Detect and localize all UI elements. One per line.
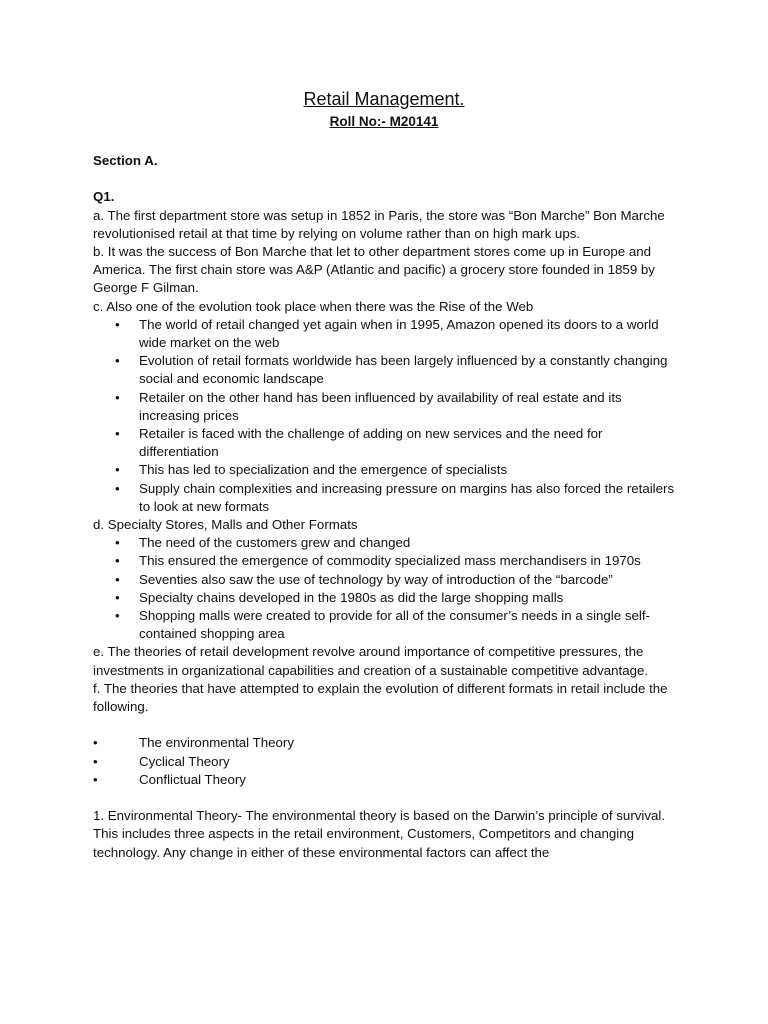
spacer (93, 716, 678, 734)
bullet-icon: • (115, 316, 120, 332)
bullet-icon: • (115, 462, 120, 478)
spacer (93, 789, 678, 807)
paragraph-c: c. Also one of the evolution took place when there was the Rise of the Web (93, 298, 534, 314)
list-item-text: Conflictual Theory (139, 771, 246, 787)
list-item (93, 589, 678, 607)
list-item (93, 461, 678, 479)
paragraph-f: f. The theories that have attempted to explain the evolution of different formats in retail include the following. (93, 680, 668, 715)
bullet-icon: • (115, 480, 120, 496)
bullet-icon: • (93, 771, 98, 787)
bullet-icon: • (115, 571, 120, 587)
document-body (93, 152, 678, 862)
bullet-icon: • (115, 553, 120, 569)
list-item-text: Shopping malls were created to provide for all of the consumer’s needs in a single self-contained shopping area (139, 608, 650, 642)
list-item-text: The need of the customers grew and changed (139, 535, 411, 551)
list-item-text: Supply chain complexities and increasing pressure on margins has also forced the retailers to look at new formats (139, 480, 675, 514)
bullet-icon: • (115, 535, 120, 551)
list-item (93, 771, 678, 789)
list-item (93, 734, 678, 752)
list-item-text: This ensured the emergence of commodity specialized mass merchandisers in 1970s (139, 553, 641, 569)
bullet-icon: • (115, 608, 120, 624)
list-item-text: The world of retail changed yet again when in 1995, Amazon opened its doors to a world wide market on the web (139, 316, 659, 351)
list-item-text: This has led to specialization and the emergence of specialists (139, 462, 508, 478)
paragraph-d: d. Specialty Stores, Malls and Other Formats (93, 517, 358, 533)
list-item (93, 389, 678, 425)
paragraph-1: 1. Environmental Theory- The environmental theory is based on the Darwin’s principle of survival. This includes three aspects in the retail environment, Customers, Competitors and changing technology. Any change in either of these environmental factors can affect the (93, 808, 666, 860)
bullet-list-d (93, 534, 678, 643)
bullet-icon: • (115, 353, 120, 369)
theory-list (93, 734, 678, 789)
bullet-icon: • (115, 589, 120, 605)
list-item-text: Specialty chains developed in the 1980s as did the large shopping malls (139, 589, 564, 605)
list-item-text: Retailer is faced with the challenge of adding on new services and the need for differentiation (139, 426, 603, 460)
roll-number: Roll No:- M20141 (329, 114, 439, 129)
list-item (93, 571, 678, 589)
bullet-icon: • (115, 426, 120, 442)
bullet-icon: • (93, 735, 98, 751)
list-item-text: Evolution of retail formats worldwide has been largely influenced by a constantly changing social and economic landscape (139, 353, 668, 387)
list-item (93, 534, 678, 552)
question-heading: Q1. (93, 189, 115, 205)
paragraph-b: b. It was the success of Bon Marche that let to other department stores come up in Europe and America. The first chain store was A&P (Atlantic and pacific) a grocery store founded in 1859 by George F Gilman. (93, 244, 655, 296)
spacer (93, 170, 678, 188)
list-item (93, 753, 678, 771)
paragraph-e: e. The theories of retail development revolve around importance of competitive pressures, the investments in organizational capabilities and creation of a sustainable competitive advantage. (93, 644, 649, 678)
section-heading: Section A. (93, 153, 158, 168)
list-item (93, 316, 678, 352)
list-item-text: Seventies also saw the use of technology by way of introduction of the “barcode” (139, 571, 613, 587)
list-item (93, 480, 678, 516)
bullet-icon: • (93, 753, 98, 769)
list-item (93, 425, 678, 461)
list-item (93, 552, 678, 570)
list-item (93, 607, 678, 643)
paragraph-a: a. The first department store was setup in 1852 in Paris, the store was “Bon Marche” Bon Marche revolutionised retail at that time by relying on volume rather than on high mark ups. (93, 207, 665, 241)
list-item-text: The environmental Theory (139, 735, 294, 751)
page-title: Retail Management. (303, 89, 465, 109)
list-item-text: Cyclical Theory (139, 753, 230, 769)
list-item (93, 352, 678, 388)
bullet-icon: • (115, 389, 120, 405)
list-item-text: Retailer on the other hand has been influenced by availability of real estate and its increasing prices (139, 389, 622, 423)
bullet-list-c (93, 316, 678, 516)
